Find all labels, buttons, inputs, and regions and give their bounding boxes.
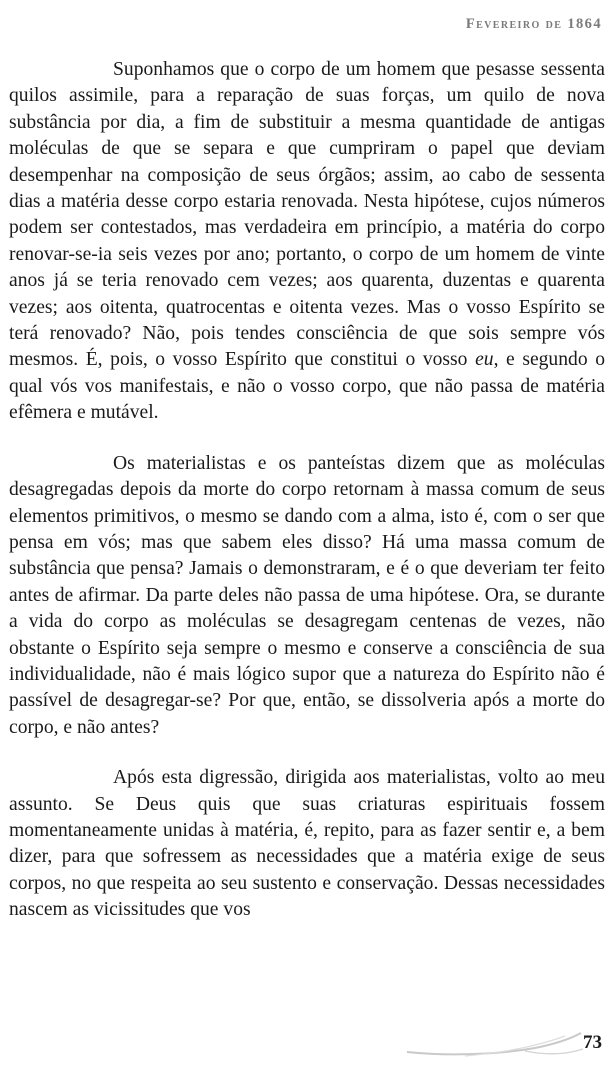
running-header: Fevereiro de 1864 (465, 16, 602, 32)
footer-swash-ornament (405, 1022, 585, 1062)
paragraph-1-text: Suponhamos que o corpo de um homem que pesasse sessenta quilos assimile, para a reparação de suas forças, um quilo de nova substância por dia, a fim de substituir a mesma quantidade de antigas moléculas de que se separa e que cumpriram o papel que deviam desempenhar na composição de seus órgãos; assim, ao cabo de sessenta dias a matéria desse corpo estaria renovada. Nesta hipótese, cujos números podem ser contestados, mas verdadeira em princípio, a matéria do corpo renovar-se-ia seis vezes por ano; portanto, o corpo de um homem de vinte anos já se teria renovado cem vezes; aos quarenta, duzentas e quarenta vezes; aos oitenta, quatrocentas e oitenta vezes. Mas o vosso Espírito se terá renovado? Não, pois tendes consciência de que sois sempre vós mesmos. É, pois, o vosso Espírito que constitui o vosso (9, 59, 605, 371)
paragraph-1-text-after: , e segundo o qual vós vos manifestais, e não o vosso corpo, que não passa de matéria efêmera e mutável. (9, 349, 606, 424)
paragraph-1 (9, 57, 605, 427)
page-number: 73 (583, 1032, 602, 1053)
paragraph-1-emphasis: eu (475, 349, 494, 371)
body-text (9, 57, 605, 924)
paragraph-2: Os materialistas e os panteístas dizem que as moléculas desagregadas depois da morte do corpo retornam à massa comum de seus elementos primitivos, o mesmo se dando com a alma, isto é, com o ser que pensa em vós; mas que sabem eles disso? Há uma massa comum de substância que pensa? Jamais o demonstraram, e é o que deveriam ter feito antes de afirmar. Da parte deles não passa de uma hipótese. Ora, se durante a vida do corpo as moléculas se desagregam centenas de vezes, não obstante o Espírito seja sempre o mesmo e conserve a consciência de sua individualidade, não é mais lógico supor que a natureza do Espírito não é passível de desagregar-se? Por que, então, se dissolveria após a morte do corpo, e não antes? (9, 452, 605, 738)
paragraph-3: Após esta digressão, dirigida aos materialistas, volto ao meu assunto. Se Deus quis que suas criaturas espirituais fossem momentaneamente unidas à matéria, é, repito, para as fazer sentir e, a bem dizer, para que sofressem as necessidades que a matéria exige de seus corpos, no que respeita ao seu sustento e conservação. Dessas necessidades nascem as vicissitudes que vos (9, 767, 605, 921)
